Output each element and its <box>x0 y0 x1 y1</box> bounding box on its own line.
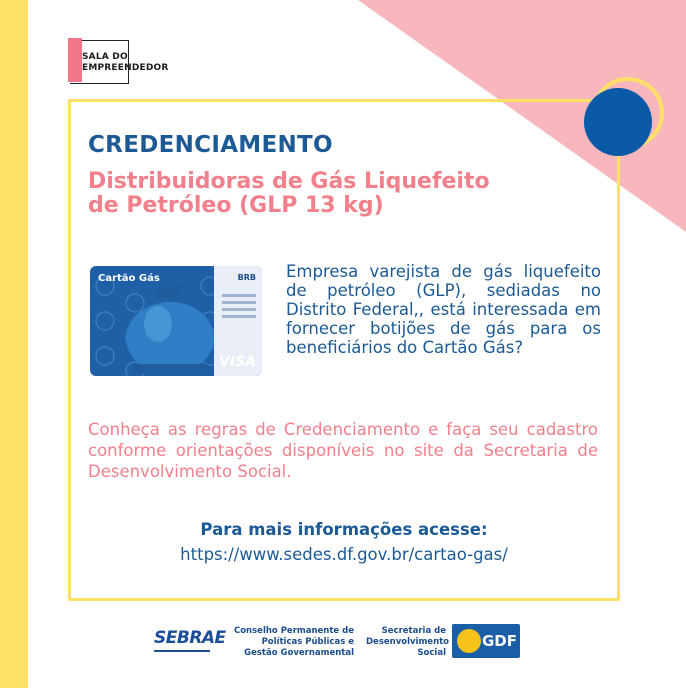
door-icon <box>68 38 82 82</box>
brb-logo: BRB <box>237 273 256 282</box>
gdf-logo <box>452 624 520 658</box>
blue-circle <box>584 88 652 156</box>
sala-do-empreendedor-logo <box>64 38 184 86</box>
gas-cylinder-icon <box>118 284 228 376</box>
card-title: Cartão Gás <box>98 273 160 284</box>
more-info-label: Para mais informações acesse: <box>200 520 488 539</box>
more-info-link[interactable]: https://www.sedes.df.gov.br/cartao-gas/ <box>180 545 508 564</box>
sebrae-logo: SEBRAE <box>154 628 226 648</box>
logo-text: SALA DO EMPREENDEDOR <box>82 52 169 73</box>
rules-paragraph: Conheça as regras de Credenciamento e faça seu cadastro conforme orientações disponíveis no site da Secretaria de Desenvolvimento Social. <box>88 420 598 481</box>
sebrae-underline <box>154 650 210 652</box>
gdf-logo-text: GDF <box>482 632 518 650</box>
card-text-lines <box>222 294 256 322</box>
secretaria-logo-text: Secretaria de Desenvolvimento Social <box>366 626 450 658</box>
intro-paragraph: Empresa varejista de gás liquefeito de petróleo (GLP), sediadas no Distrito Federal,, está interessada em fornecer botijões de gás para os beneficiários do Cartão Gás? <box>286 262 601 357</box>
page-title: CREDENCIAMENTO <box>88 132 333 158</box>
sun-icon <box>457 629 481 653</box>
page-subtitle: Distribuidoras de Gás Liquefeito de Petróleo (GLP 13 kg) <box>88 169 490 218</box>
visa-logo: VISA <box>219 354 256 370</box>
conselho-logo-text: Conselho Permanente de Políticas Públicas e Gestão Governamental <box>233 626 354 658</box>
cartao-gas-card-image <box>90 266 262 376</box>
footer-logos <box>0 618 686 668</box>
